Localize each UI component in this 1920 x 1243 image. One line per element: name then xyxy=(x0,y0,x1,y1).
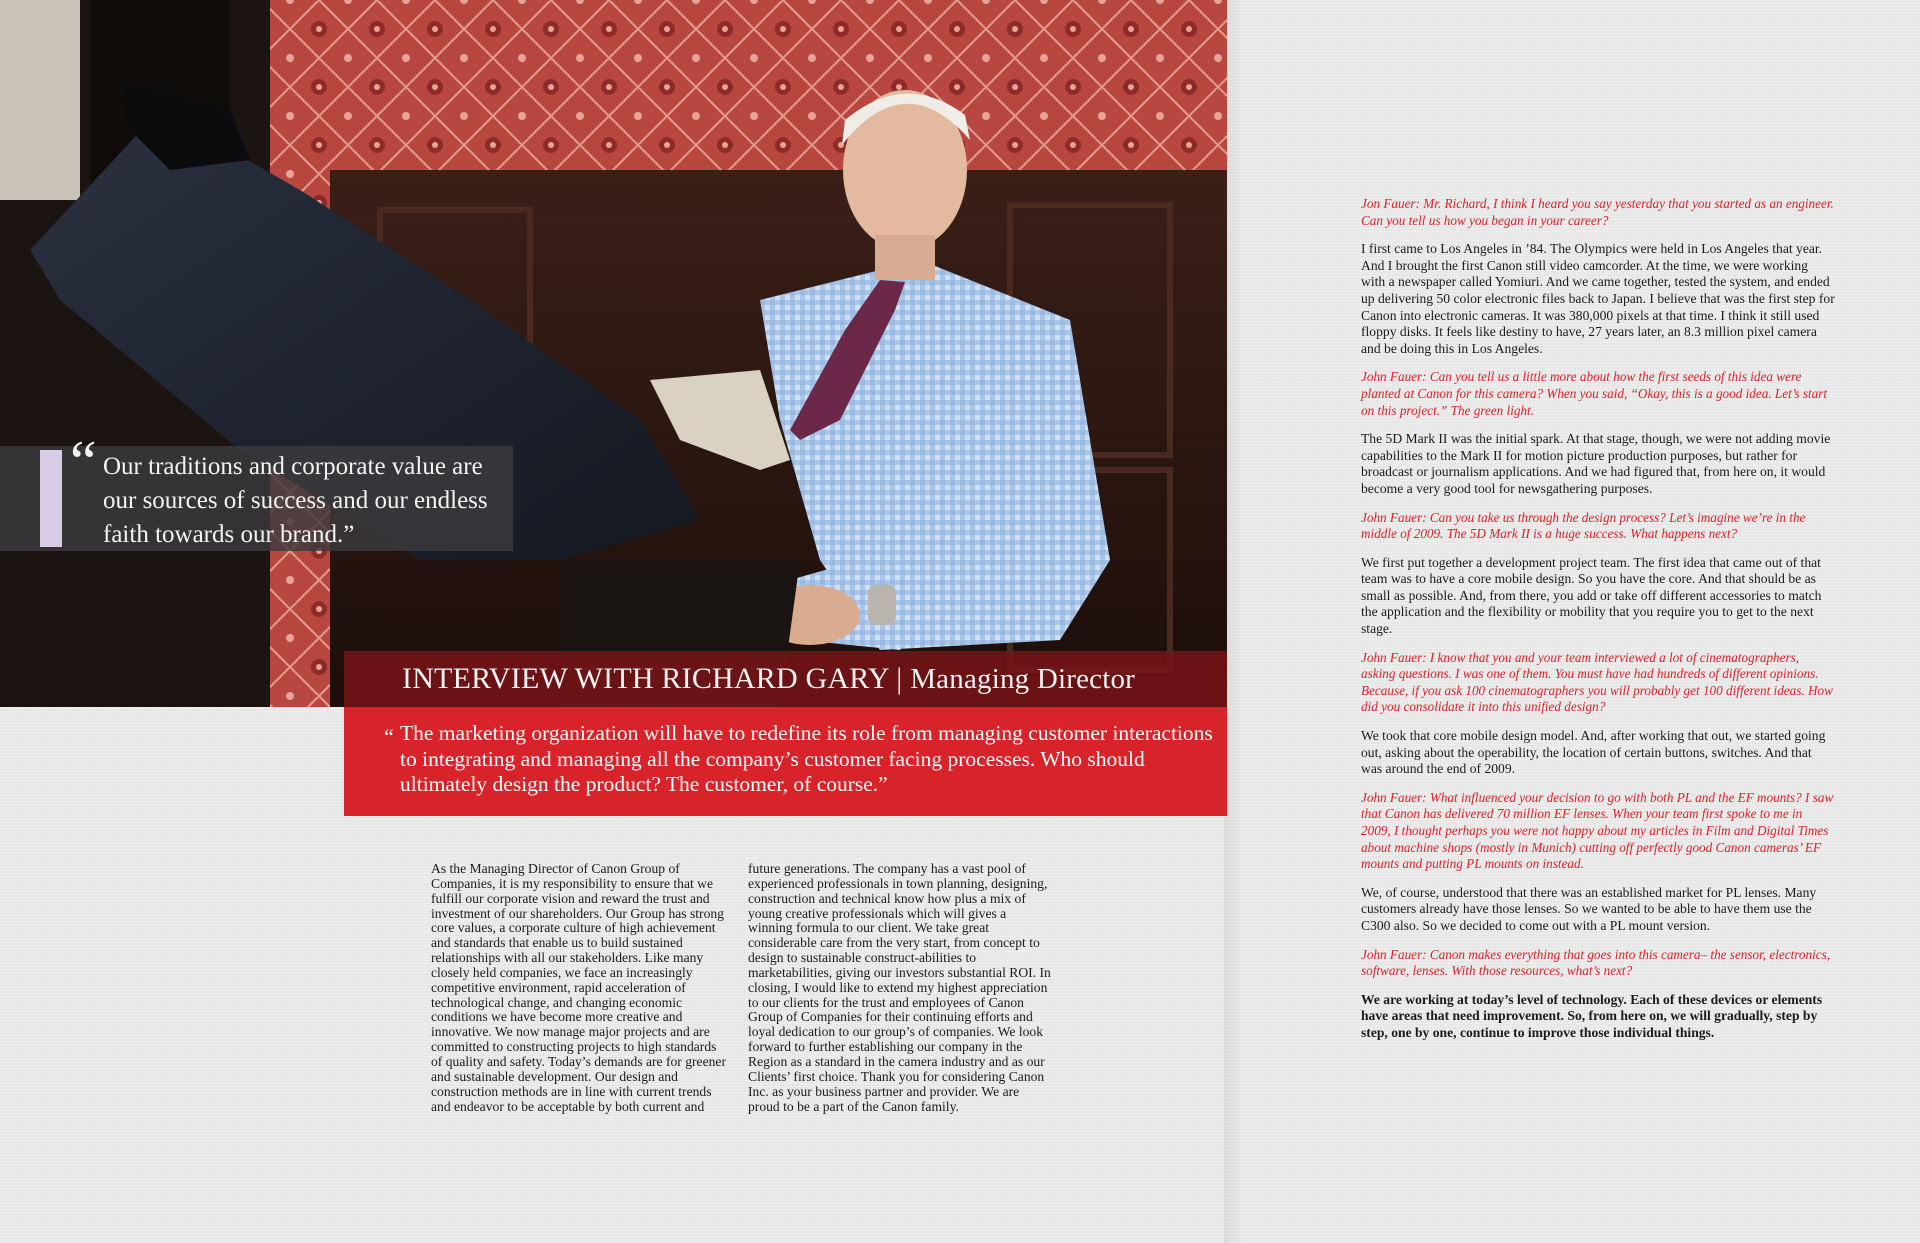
interview-answer: We are working at today’s level of technology. Each of these devices or elements have areas that need improvement. So, from here on, we will gradually, step by step, one by one, continue to improve those individual things. xyxy=(1361,991,1823,1040)
interview-title: INTERVIEW WITH RICHARD GARY xyxy=(402,662,889,695)
pull-quote-box xyxy=(0,429,513,551)
lede-text: The marketing organization will have to redefine its role from managing customer interactions to integrating and managing all the company’s customer facing processes. Who should ultimately design the product? The customer, of course.” xyxy=(400,721,1213,796)
interview-answer: The 5D Mark II was the initial spark. At that stage, though, we were not adding movie capabilities to the Mark II for motion picture production purposes, but rather for broadcast or journalism applications. And we had figured that, from here on, it would become a very good tool for newsgathering purposes. xyxy=(1361,431,1831,496)
interview-answer: We took that core mobile design model. And, after working that out, we started going out, asking about the operability, the location of certain buttons, switches. And that was around the end of 2009. xyxy=(1361,728,1826,777)
interview-answer: We first put together a development project team. The first idea that came out of that team was to have a core mobile design. So you have the core. And that should be as small as possible. And, from there, you add or take off different accessories to match the application and the flexibility or mobility that you require you to get to the next stage. xyxy=(1361,554,1822,637)
interview-question: John Fauer: What influenced your decision to go with both PL and the EF mounts? I saw that Canon has delivered 70 million EF lenses. When your team first spoke to me in 2009, I thought perhaps you were not happy about my articles in Film and Digital Times about machine shops (mostly in Munich) cutting off perfectly good Canon cameras’ EF mounts and putting PL mounts on instead. xyxy=(1361,789,1834,872)
lede-quote-mark: “ xyxy=(384,724,394,749)
pull-quote-text: Our traditions and corporate value are our sources of success and our endless faith towards our brand.” xyxy=(103,453,488,548)
body-column-1: As the Managing Director of Canon Group of Companies, it is my responsibility to ensure that we fulfill our corporate vision and reward the trust and investment of our shareholders. Our Group has strong core values, a corporate culture of high achievement and standards that enable us to build sustained relationships with all our stakeholders. Like many closely held companies, we face an increasingly competitive environment, rapid acceleration of technological change, and changing economic conditions we have become more creative and innovative. We now manage major projects and are committed to constructing projects to high standards of quality and safety. Today’s demands are for greener and sustainable development. Our design and construction methods are in line with current trends and endeavor to be acceptable by both current and xyxy=(431,861,726,1114)
interview-answer: I first came to Los Angeles in ’84. The Olympics were held in Los Angeles that year. And I brought the first Canon still video camcorder. At the time, we were working with a newspaper called Yomiuri. And we came together, tested the system, and ended up delivering 50 color electronic files back to Japan. I believe that was the first step for Canon into electronic cameras. It was 380,000 pixels at that time. I think it still used floppy disks. It feels like destiny to have, 27 years later, an 8.3 million pixel camera and be doing this in Los Angeles. xyxy=(1361,241,1835,356)
spread-fold xyxy=(1224,0,1248,1243)
interview-question: Jon Fauer: Mr. Richard, I think I heard you say yesterday that you started as an engineer. Can you tell us how you began in your career? xyxy=(1361,196,1834,228)
lede-quote-box xyxy=(344,707,1227,816)
title-separator: | xyxy=(888,662,911,695)
interview-question: John Fauer: Can you take us through the design process? Let’s imagine we’re in the middle of 2009. The 5D Mark II is a huge success. What happens next? xyxy=(1361,509,1806,542)
interview-title-bar xyxy=(344,651,1227,707)
body-column-2: future generations. The company has a vast pool of experienced professionals in town planning, designing, construction and technical know how plus a mix of young creative professionals which will gives a winning formula to our client. We take great considerable care from the very start, from concept to design to sustainable construct-abilities to marketabilities, giving our investors substantial ROI. In closing, I would like to extend my highest appreciation to our clients for the trust and employees of Canon Group of Companies for their continuing efforts and loyal dedication to our group’s of companies. We look forward to further establishing our company in the Region as a standard in the camera industry and as our Clients’ first choice. Thank you for considering Canon Inc. as your business partner and provider. We are proud to be a part of the Canon family. xyxy=(748,861,1051,1114)
interview-column xyxy=(1361,196,1835,1054)
interview-question: John Fauer: Can you tell us a little more about how the first seeds of this idea were planted at Canon for this camera? When you said, “Okay, this is a good idea. Let’s start on this project.” The green light. xyxy=(1361,369,1828,418)
portrait-photo xyxy=(0,0,1227,707)
interview-question: John Fauer: I know that you and your team interviewed a lot of cinematographers, asking questions. I was one of them. You must have had hundreds of different opinions. Because, if you ask 100 cinematographers you will probably get 100 different ideas. How did you consolidate it into this unified design? xyxy=(1361,649,1833,715)
open-quote-mark: “ xyxy=(70,429,97,495)
interview-role: Managing Director xyxy=(910,663,1136,695)
interview-answer: We, of course, understood that there was an established market for PL lenses. Many customers already have those lenses. So we wanted to be able to have them use the C300 also. So we decided to come out with a PL mount version. xyxy=(1361,884,1817,933)
pull-quote-bar xyxy=(40,450,62,547)
interview-question: John Fauer: Canon makes everything that goes into this camera– the sensor, electronics, software, lenses. With those resources, what’s next? xyxy=(1361,946,1831,979)
